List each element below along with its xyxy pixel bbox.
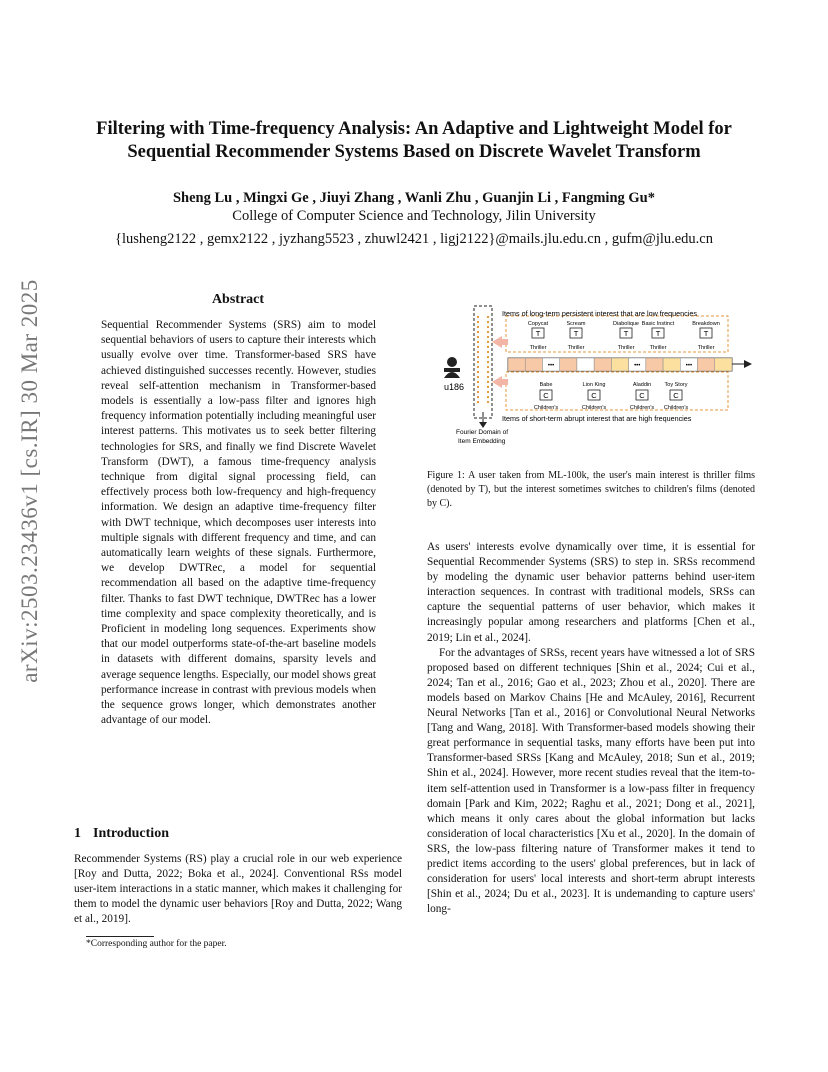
top-items [528, 321, 720, 351]
bottom-item-title: Babe [539, 382, 553, 388]
bottom-item-genre: Children's [533, 405, 559, 411]
sequence-cell [577, 358, 594, 371]
paper-title [40, 118, 788, 164]
title-line-2: Sequential Recommender Systems Based on Discrete Wavelet Transform [127, 142, 701, 162]
sequence-cell [698, 358, 715, 371]
paragraph-1: As users' interests evolve dynamically over time, it is essential for Sequential Recommender Systems (SRS) to step in. SRSs recommend by modeling the dynamic user behavior patterns behind user-item interaction sequences. In contrast with traditional models, SRSs can capture the sequential patterns of user behavior, which makes it increasingly popular among researchers and platforms [Chen et al., 2019; Lin et al., 2024]. [427, 541, 755, 644]
intro-paragraph: Recommender Systems (RS) play a crucial role in our web experience [Roy and Dutta, 2022; Boka et al., 2024]. Conventional RSs model user-item interactions in a static manner, which makes it challenging for them to model the dynamic user behaviors [Roy and Dutta, 2022; Wang et al., 2019]. [74, 853, 402, 926]
arxiv-watermark: arXiv:2503.23436v1 [cs.IR] 30 Mar 2025 [17, 279, 42, 683]
axis-label-line-2: Item Embedding [458, 438, 506, 445]
bottom-item-letter: C [639, 391, 645, 400]
paragraph-2: For the advantages of SRSs, recent years have witnessed a lot of SRS proposed based on different techniques [Shin et al., 2024; Cui et al., 2024; Tan et al., 2016; Gao et al., 2023; Zhou et al., 2020]. There are models based on Markov Chains [He and McAuley, 2016], Recurrent Neural Networks [Tan et al., 2016] or Convolutional Neural Networks [Tang and Wang, 2018]. With Transformer-based models showing their great performance in sequential tasks, many efforts have been put into Transformer-based SRSs [Kang and McAuley, 2018; Sun et al., 2019; Shin et al., 2024]. However, more recent studies reveal that the item-to-item self-attention used in Transformer is a low-pass filter in frequency domain [Park and Kim, 2022; Raghu et al., 2021; Dong et al., 2021], which means it only cares about the global information but lacks consideration of local characteristics [Xu et al., 2020]. In the domain of SRS, the low-pass filtering nature of Transformer makes it tend to predict items according to the users' global preferences, but in lack of consideration for users' local interests and short-term abrupt interests [Shin et al., 2024; Du et al., 2023]. It is undemanding to capture users' long- [427, 646, 755, 916]
affiliation: College of Computer Science and Technology, Jilin University [232, 208, 596, 224]
top-group-label: Items of long-term persistent interest that are low frequencies [502, 309, 697, 318]
section-heading-introduction [74, 826, 181, 842]
bottom-item-title: Lion King [582, 382, 606, 388]
top-item-letter: T [535, 329, 541, 338]
footnote: *Corresponding author for the paper. [86, 939, 227, 949]
bottom-item-letter: C [591, 391, 597, 400]
sequence-cell [594, 358, 611, 371]
top-item-genre: Thriller [529, 345, 547, 351]
sequence-ellipsis: ••• [685, 363, 693, 369]
title-line-1: Filtering with Time-frequency Analysis: An Adaptive and Lightweight Model for [96, 119, 732, 139]
top-item-title: Scream [566, 321, 586, 327]
author-list: Sheng Lu , Mingxi Ge , Jiuyi Zhang , Wanli Zhu , Guanjin Li , Fangming Gu* [172, 190, 655, 206]
sequence-cell [508, 358, 525, 371]
top-item-genre: Thriller [697, 345, 715, 351]
top-item-genre: Thriller [567, 345, 585, 351]
right-column-text [427, 540, 755, 917]
top-item-letter: T [655, 329, 661, 338]
bottom-item-genre: Children's [629, 405, 655, 411]
sequence-ellipsis: ••• [547, 363, 555, 369]
footnote-rule [86, 936, 154, 937]
section-number: 1 [74, 826, 81, 841]
bottom-item-title: Aladdin [632, 382, 652, 388]
author-emails: {lusheng2122 , gemx2122 , jyzhang5523 , zhuwl2421 , ligj2122}@mails.jlu.edu.cn , gufm@jlu.edu.cn [115, 231, 713, 247]
figure-1-diagram [440, 302, 770, 454]
figure-1-caption: Figure 1: A user taken from ML-100k, the user's main interest is thriller films (denoted by T), but the interest sometimes switches to children's films (denoted by C). [427, 470, 755, 509]
top-item-title: Breakdown [692, 321, 720, 327]
top-item-title: Copycat [527, 321, 549, 327]
top-item-genre: Thriller [617, 345, 635, 351]
user-id: u186 [444, 382, 465, 392]
axis-arrow-head [479, 422, 487, 428]
user-icon [444, 357, 460, 378]
top-item-letter: T [573, 329, 579, 338]
top-item-title: Diabolique [613, 321, 639, 327]
bottom-item-genre: Children's [581, 405, 607, 411]
fourier-domain-frame [474, 306, 492, 418]
top-item-title: Basic Instinct [641, 321, 675, 327]
top-item-genre: Thriller [649, 345, 667, 351]
top-item-letter: T [623, 329, 629, 338]
bottom-item-title: Toy Story [664, 382, 688, 388]
sequence-cell [646, 358, 663, 371]
sequence-cell [525, 358, 542, 371]
bottom-items [534, 382, 689, 411]
sequence-cell [715, 358, 732, 371]
sequence-ellipsis: ••• [634, 363, 641, 369]
axis-label-line-1: Fourier Domain of [456, 429, 509, 436]
sequence-cell [560, 358, 577, 371]
sequence-cells [508, 358, 732, 371]
top-item-letter: T [703, 329, 709, 338]
sequence-cell [611, 358, 628, 371]
bottom-item-letter: C [673, 391, 679, 400]
bottom-item-genre: Children's [663, 405, 689, 411]
abstract-heading: Abstract [211, 292, 265, 307]
sequence-cell [663, 358, 680, 371]
bottom-item-letter: C [543, 391, 549, 400]
abstract-body: Sequential Recommender Systems (SRS) aim to model sequential behaviors of users to capture their interests which usually evolve over time. Transformer-based SRS have achieved distinguished successes recently. However, studies reveal self-attention mechanism in Transformer-based models is essentially a low-pass filter and ignores high frequency information potentially including meaningful user interest patterns. This motivates us to seek better filtering technologies for SRS, and finally we find Discrete Wavelet Transform (DWT), a famous time-frequency analysis technique from digital signal processing field, can effectively process both low-frequency and high-frequency information. We design an adaptive time-frequency filter with DWT technique, which decomposes user interests into multiple signals with different frequency and time, and can automatically learn weights of these signals. Furthermore, we develop DWTRec, a model for sequential recommendation all based on the adaptive time-frequency filter. Thanks to fast DWT technique, DWTRec has a lower time complexity and space complexity theoretically, and is Proficient in modeling long sequences. Experiments show that our model outperforms state-of-the-art baseline models in datasets with different domains, sparsity levels and average sequence lengths. Especially, our model shows great performance increase in contrast with previous models when the sequence grows longer, which demonstrates another advantage of our model. [101, 319, 377, 727]
section-title: Introduction [93, 826, 169, 841]
bottom-group-label: Items of short-term abrupt interest that are high frequencies [502, 414, 692, 423]
